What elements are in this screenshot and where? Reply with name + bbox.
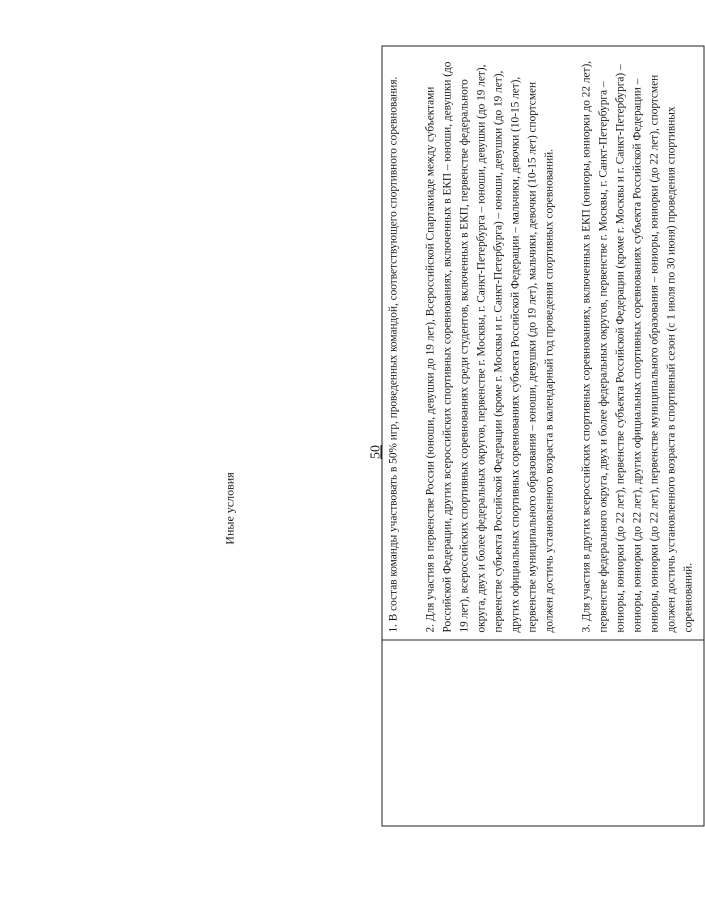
table-row [382, 46, 704, 826]
conditions-table [382, 46, 705, 827]
row-label-text: Иные условия [222, 471, 237, 545]
row-body-cell [382, 46, 704, 640]
page-number: 50 [368, 445, 384, 459]
paragraph-3: 3. Для участия в других всероссийских спортивных соревнованиях, включенных в ЕКП (юниоры, юниорки до 22 лет), первенстве федерального округа, двух и более федеральных округов, первенстве г. Москвы, г. Санкт-Петербурга – юниоры, юниорки (до 22 лет), первенстве субъекта Российской Федерации (кроме г. Москвы и г. Санкт-Петербурга) – юниоры, юниорки (до 22 лет), других официальных спортивных соревнованиях субъекта Российской Федерации – юниоры, юниорки (до 22 лет), первенстве муниципального образования – юниоры, юниорки (до 22 лет), спортсмен должен достичь установленного возраста в спортивный сезон (с 1 июля по 30 июня) проведения спортивных соревнований. [580, 60, 695, 633]
row-label-cell [382, 640, 704, 826]
paragraph-1: 1. В состав команды участвовать в 50% игр, проведенных командой, соответствующего спортивного соревнования. [387, 76, 400, 633]
paragraph-2: 2. Для участия в первенстве России (юноши, девушки до 19 лет), Всероссийской Спартакиаде между субъектами Российской Федерации, других всероссийских спортивных соревнованиях, включенных в ЕКП – юноши, девушки (до 19 лет), всероссийских спортивных соревнованиях среди студентов, включенных в ЕКП, первенстве федерального округа, двух и более федеральных округов, первенстве г. Москвы, г. Санкт-Петербурга – юноши, девушки (до 19 лет), первенстве субъекта Российской Федерации (кроме г. Москвы и г. Санкт-Петербурга) – юноши, девушки (до 19 лет), других официальных спортивных соревнованиях субъекта Российской Федерации – мальчики, девочки (10-15 лет), первенстве муниципального образования – юноши, девушки (до 19 лет), мальчики, девочки (10-15 лет) спортсмен должен достичь установленного возраста в календарный год проведения спортивных соревнований. [424, 61, 556, 633]
rotated-page [1, 0, 695, 905]
